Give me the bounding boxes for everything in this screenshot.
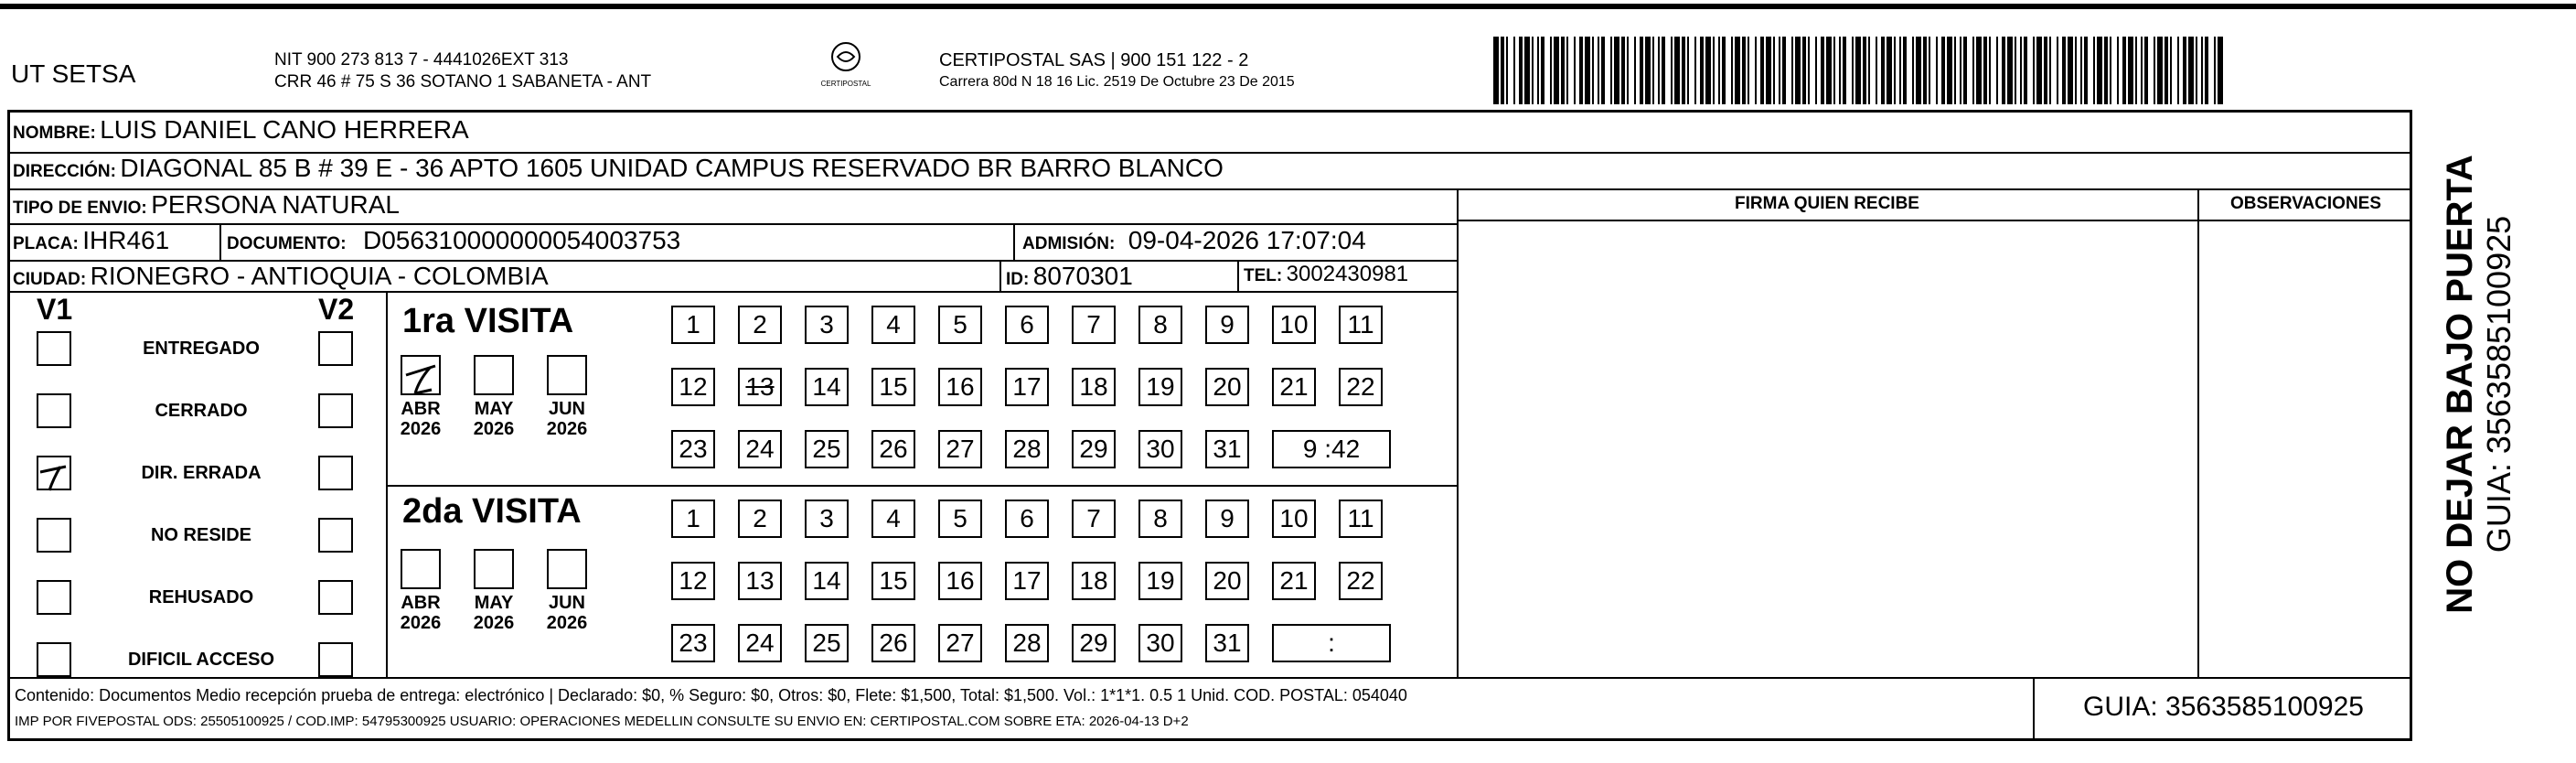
admision-field [1022, 226, 1366, 255]
barcode-bar [1713, 37, 1715, 104]
barcode-bar [2057, 37, 2058, 104]
company-name: UT SETSA [11, 59, 136, 88]
month-checkbox[interactable] [401, 549, 441, 589]
day-box[interactable]: 25 [805, 430, 849, 468]
barcode-bar [1554, 37, 1559, 104]
day-box[interactable]: 29 [1072, 430, 1116, 468]
v1-checkbox[interactable] [37, 331, 71, 366]
side-guia-text: GUIA: 3563585100925 [2480, 215, 2517, 553]
barcode-bar [2205, 37, 2208, 104]
tipo-label: TIPO DE ENVIO: [13, 199, 147, 218]
day-box[interactable]: 11 [1339, 500, 1383, 538]
v1-checkbox[interactable] [37, 518, 71, 553]
barcode-bar [1524, 37, 1530, 104]
barcode-bar [2170, 37, 2172, 104]
barcode-bar [1916, 37, 1921, 104]
field-divider [1237, 262, 1239, 291]
status-label: CERRADO [155, 401, 248, 421]
id-label: ID: [1006, 270, 1030, 289]
placa-field [13, 226, 169, 255]
barcode-bar [1610, 37, 1612, 104]
handwritten-check-icon [402, 357, 443, 397]
day-box[interactable]: 14 [805, 368, 849, 406]
month-label: MAY 2026 [473, 399, 515, 439]
barcode-bar [1899, 37, 1901, 104]
barcode-bar [1537, 37, 1539, 104]
barcode-bar [1566, 37, 1568, 104]
barcode-bar [1634, 37, 1636, 104]
month-label: MAY 2026 [473, 593, 515, 633]
barcode-bar [1640, 37, 1643, 104]
time-box[interactable]: : [1272, 624, 1391, 662]
barcode-bar [2015, 37, 2016, 104]
visit2-title: 2da VISITA [402, 492, 582, 531]
id-value: 8070301 [1032, 262, 1133, 290]
day-box[interactable]: 30 [1138, 624, 1182, 662]
barcode-bar [1976, 37, 1982, 104]
day-box[interactable]: 26 [871, 624, 915, 662]
imp-text: IMP POR FIVEPOSTAL ODS: 25505100925 / COD.IMP: 54795300925 USUARIO: OPERACIONES MEDELLIN CONSULTE SU ENVIO EN: CERTIPOSTAL.COM SOBRE ETA: 2026-04-13 D+2 [15, 714, 1189, 729]
side-notice [2439, 155, 2517, 614]
observations-area[interactable] [2202, 223, 2410, 675]
barcode-bar [1506, 37, 1508, 104]
direccion-value: DIAGONAL 85 B # 39 E - 36 APTO 1605 UNIDAD CAMPUS RESERVADO BR BARRO BLANCO [120, 154, 1224, 182]
barcode-bar [1833, 37, 1835, 104]
barcode-bar [1674, 37, 1680, 104]
barcode-bar [1652, 37, 1654, 104]
barcode-bar [1614, 37, 1619, 104]
tipo-value: PERSONA NATURAL [151, 190, 400, 219]
documento-value: D056310000000054003753 [363, 226, 681, 254]
time-box[interactable]: 9 :42 [1272, 430, 1391, 468]
day-box[interactable]: 4 [871, 500, 915, 538]
barcode-bar [1621, 37, 1625, 104]
barcode-bar [1852, 37, 1854, 104]
barcode-bar [1682, 37, 1685, 104]
barcode-bar [2036, 37, 2042, 104]
day-box[interactable]: 27 [938, 624, 982, 662]
barcode-bar [1760, 37, 1764, 104]
visit1-title: 1ra VISITA [402, 302, 574, 340]
status-label: DIR. ERRADA [141, 463, 262, 483]
barcode-bar [2154, 37, 2155, 104]
day-box[interactable]: 1 [671, 306, 715, 344]
nombre-label: NOMBRE: [13, 124, 96, 143]
tel-label: TEL: [1244, 266, 1283, 285]
barcode-bar [1662, 37, 1665, 104]
barcode-bar [1947, 37, 1952, 104]
row-divider [7, 223, 1457, 225]
barcode-bar [1493, 37, 1499, 104]
documento-field [227, 226, 680, 255]
day-box[interactable]: 20 [1205, 368, 1249, 406]
day-box[interactable]: 7 [1072, 306, 1116, 344]
ciudad-label: CIUDAD: [13, 270, 87, 289]
company-nit-block [274, 49, 651, 93]
day-box[interactable]: 24 [738, 624, 782, 662]
day-box[interactable]: 3 [805, 500, 849, 538]
barcode-bar [2141, 37, 2143, 104]
month-checkbox[interactable] [401, 355, 441, 395]
barcode-bar [2020, 37, 2022, 104]
day-box[interactable]: 29 [1072, 624, 1116, 662]
visit-divider [386, 485, 1457, 487]
field-divider [219, 225, 221, 262]
v2-checkbox[interactable] [318, 393, 353, 428]
day-box[interactable]: 2 [738, 306, 782, 344]
day-box[interactable]: 23 [671, 624, 715, 662]
top-border-line [0, 4, 2576, 9]
month-label: JUN 2026 [546, 399, 588, 439]
day-box[interactable]: 6 [1005, 306, 1049, 344]
day-box[interactable]: 31 [1205, 430, 1249, 468]
barcode-bar [1868, 37, 1870, 104]
day-box[interactable]: 8 [1138, 306, 1182, 344]
barcode-bar [1996, 37, 1998, 104]
day-box[interactable]: 2 [738, 500, 782, 538]
barcode-bar [1718, 37, 1720, 104]
barcode-bar [1881, 37, 1885, 104]
day-box[interactable]: 13 [738, 562, 782, 600]
barcode-bar [1954, 37, 1956, 104]
day-box[interactable]: 1 [671, 500, 715, 538]
day-box[interactable]: 11 [1339, 306, 1383, 344]
barcode-bar [2033, 37, 2035, 104]
day-box[interactable]: 31 [1205, 624, 1249, 662]
barcode-bar [1983, 37, 1987, 104]
certipostal-logo [814, 40, 878, 104]
barcode-bar [1731, 37, 1733, 104]
barcode-bar [1598, 37, 1599, 104]
admision-value: 09-04-2026 17:07:04 [1128, 226, 1366, 254]
barcode-bar [1802, 37, 1806, 104]
day-box[interactable]: 25 [805, 624, 849, 662]
no-dejar-text: NO DEJAR BAJO PUERTA [2440, 155, 2480, 614]
month-label: ABR 2026 [400, 593, 442, 633]
day-box[interactable]: 7 [1072, 500, 1116, 538]
guia-footer: GUIA: 3563585100925 [2083, 692, 2364, 722]
day-box[interactable]: 10 [1272, 500, 1316, 538]
barcode-bar [1941, 37, 1945, 104]
admision-label: ADMISIÓN: [1022, 234, 1116, 253]
address-line: CRR 46 # 75 S 36 SOTANO 1 SABANETA - ANT [274, 72, 652, 91]
status-label: DIFICIL ACCESO [127, 650, 274, 670]
barcode-bar [1755, 37, 1757, 104]
month-checkbox[interactable] [547, 549, 587, 589]
day-box[interactable]: 19 [1138, 562, 1182, 600]
ciudad-value: RIONEGRO - ANTIOQUIA - COLOMBIA [90, 262, 549, 290]
barcode-bar [1687, 37, 1689, 104]
barcode-bar [1501, 37, 1504, 104]
day-box[interactable]: 9 [1205, 500, 1249, 538]
barcode-bar [1782, 37, 1786, 104]
barcode-bar [1929, 37, 1930, 104]
day-box[interactable]: 17 [1005, 562, 1049, 600]
day-box[interactable]: 14 [805, 562, 849, 600]
barcode-bar [2117, 37, 2119, 104]
placa-value: IHR461 [82, 226, 170, 254]
barcode-bar [1876, 37, 1877, 104]
day-box[interactable]: 22 [1339, 368, 1383, 406]
barcode-bar [2196, 37, 2197, 104]
barcode-bar [2188, 37, 2194, 104]
barcode-bar [1963, 37, 1967, 104]
barcode-bar [1766, 37, 1771, 104]
signature-area[interactable] [1463, 223, 2195, 675]
barcode-bar [2007, 37, 2013, 104]
barcode-bar [1742, 37, 1746, 104]
barcode-bar [2128, 37, 2133, 104]
barcode-bar [1574, 37, 1576, 104]
barcode-bar [1843, 37, 1846, 104]
day-box[interactable]: 4 [871, 306, 915, 344]
ciudad-field [13, 262, 549, 291]
barcode-bar [1795, 37, 1801, 104]
certipostal-name: CERTIPOSTAL SAS | 900 151 122 - 2 [939, 50, 1249, 70]
barcode-bar [1989, 37, 1991, 104]
logo-icon [829, 40, 862, 73]
v1-label: V1 [37, 293, 73, 326]
id-field [1006, 262, 1133, 291]
documento-label: DOCUMENTO: [227, 234, 347, 253]
v2-checkbox[interactable] [318, 580, 353, 615]
barcode-bar [2068, 37, 2073, 104]
v2-label: V2 [318, 293, 355, 326]
certipostal-address: Carrera 80d N 18 16 Lic. 2519 De Octubre 23 De 2015 [939, 74, 1295, 90]
barcode-bar [1863, 37, 1866, 104]
barcode-bar [1532, 37, 1534, 104]
barcode-bar [1592, 37, 1594, 104]
day-box[interactable]: 5 [938, 306, 982, 344]
barcode-bar [2062, 37, 2066, 104]
row-divider [7, 291, 1457, 293]
barcode-bar [1513, 37, 1515, 104]
v2-checkbox[interactable] [318, 331, 353, 366]
day-box[interactable]: 28 [1005, 430, 1049, 468]
day-box[interactable]: 28 [1005, 624, 1049, 662]
logo-text: CERTIPOSTAL [820, 80, 871, 88]
barcode-bar [1694, 37, 1696, 104]
barcode-bar [2164, 37, 2168, 104]
day-box[interactable]: 5 [938, 500, 982, 538]
barcode-bar [1550, 37, 1552, 104]
barcode-bar [1561, 37, 1565, 104]
day-box[interactable]: 21 [1272, 562, 1316, 600]
day-box[interactable]: 18 [1072, 562, 1116, 600]
day-box[interactable]: 20 [1205, 562, 1249, 600]
barcode-bar [2044, 37, 2047, 104]
nombre-value: LUIS DANIEL CANO HERRERA [100, 115, 469, 144]
barcode-bar [1627, 37, 1629, 104]
barcode-bar [1826, 37, 1832, 104]
column-divider [2197, 188, 2199, 677]
barcode-bar [1779, 37, 1780, 104]
v1-checkbox[interactable] [37, 580, 71, 615]
barcode-bar [2093, 37, 2095, 104]
barcode-bar [1585, 37, 1590, 104]
column-divider [1457, 188, 1459, 677]
day-box[interactable]: 12 [671, 562, 715, 600]
barcode-bar [1936, 37, 1938, 104]
barcode-bar [1821, 37, 1824, 104]
barcode-bar [2104, 37, 2108, 104]
barcode-bar [2075, 37, 2077, 104]
barcode-bar [1912, 37, 1914, 104]
month-checkbox[interactable] [474, 355, 514, 395]
day-box[interactable]: 30 [1138, 430, 1182, 468]
day-box[interactable]: 23 [671, 430, 715, 468]
v2-checkbox[interactable] [318, 456, 353, 490]
day-box[interactable]: 26 [871, 430, 915, 468]
field-divider [999, 262, 1001, 291]
field-divider [1013, 225, 1015, 262]
barcode-bar [2084, 37, 2088, 104]
barcode-bar [1815, 37, 1817, 104]
nombre-row [13, 115, 469, 145]
barcode-bar [1671, 37, 1673, 104]
barcode-bar [1748, 37, 1749, 104]
barcode-bar [1658, 37, 1660, 104]
day-box[interactable]: 9 [1205, 306, 1249, 344]
month-checkbox[interactable] [474, 549, 514, 589]
row-divider [1457, 220, 2412, 221]
barcode-bar [2110, 37, 2111, 104]
v2-checkbox[interactable] [318, 642, 353, 677]
day-box[interactable]: 3 [805, 306, 849, 344]
nit-line: NIT 900 273 813 7 - 4441026EXT 313 [274, 50, 569, 70]
observaciones-label: OBSERVACIONES [2229, 194, 2382, 213]
barcode-bar [1855, 37, 1861, 104]
barcode-bar [1773, 37, 1775, 104]
tel-value: 3002430981 [1286, 262, 1409, 286]
firma-label: FIRMA QUIEN RECIBE [1735, 194, 1919, 213]
barcode-bar [2183, 37, 2186, 104]
day-box[interactable]: 17 [1005, 368, 1049, 406]
barcode [1493, 37, 2225, 104]
day-box[interactable]: 8 [1138, 500, 1182, 538]
barcode-bar [1960, 37, 1961, 104]
barcode-bar [1894, 37, 1896, 104]
v1-checkbox[interactable] [37, 642, 71, 677]
day-box[interactable]: 22 [1339, 562, 1383, 600]
barcode-bar [1579, 37, 1583, 104]
barcode-bar [2214, 37, 2216, 104]
day-box[interactable]: 27 [938, 430, 982, 468]
barcode-bar [2177, 37, 2179, 104]
month-checkbox[interactable] [547, 355, 587, 395]
day-box[interactable]: 12 [671, 368, 715, 406]
barcode-bar [1791, 37, 1793, 104]
v2-checkbox[interactable] [318, 518, 353, 553]
barcode-bar [2218, 37, 2223, 104]
barcode-bar [2049, 37, 2051, 104]
placa-label: PLACA: [13, 234, 79, 253]
barcode-bar [1923, 37, 1927, 104]
day-box[interactable]: 6 [1005, 500, 1049, 538]
barcode-bar [1887, 37, 1892, 104]
day-box[interactable]: 10 [1272, 306, 1316, 344]
row-divider [7, 677, 2412, 679]
tel-field [1244, 262, 1408, 287]
status-label: REHUSADO [148, 587, 254, 607]
barcode-bar [1839, 37, 1841, 104]
day-box[interactable]: 21 [1272, 368, 1316, 406]
barcode-bar [1735, 37, 1740, 104]
barcode-bar [1808, 37, 1810, 104]
day-box[interactable]: 18 [1072, 368, 1116, 406]
barcode-bar [1601, 37, 1605, 104]
barcode-bar [1903, 37, 1907, 104]
handwritten-check-icon [38, 457, 73, 492]
barcode-bar [1722, 37, 1726, 104]
direccion-row [13, 154, 1224, 183]
barcode-bar [2024, 37, 2027, 104]
barcode-bar [1645, 37, 1651, 104]
day-box[interactable]: 24 [738, 430, 782, 468]
direccion-label: DIRECCIÓN: [13, 162, 116, 181]
barcode-bar [2122, 37, 2126, 104]
day-box[interactable]: 13 [738, 368, 782, 406]
column-divider [386, 291, 388, 677]
barcode-bar [2157, 37, 2163, 104]
barcode-bar [2002, 37, 2005, 104]
month-label: JUN 2026 [546, 593, 588, 633]
barcode-bar [1700, 37, 1704, 104]
contenido-text: Contenido: Documentos Medio recepción prueba de entrega: electrónico | Declarado: $0, % Seguro: $0, Otros: $0, Flete: $1,500, Total: $1,500. Vol.: 1*1*1. 0.5 1 Unid. COD. POSTAL: 054040 [15, 686, 1407, 704]
day-box[interactable]: 15 [871, 368, 915, 406]
certipostal-info [939, 49, 1295, 93]
v1-checkbox[interactable] [37, 456, 71, 490]
day-box[interactable]: 16 [938, 562, 982, 600]
barcode-bar [1705, 37, 1711, 104]
barcode-bar [1972, 37, 1974, 104]
barcode-bar [2135, 37, 2137, 104]
barcode-bar [1541, 37, 1545, 104]
day-box[interactable]: 16 [938, 368, 982, 406]
barcode-bar [2201, 37, 2203, 104]
status-label: ENTREGADO [143, 339, 260, 359]
day-box[interactable]: 15 [871, 562, 915, 600]
v1-checkbox[interactable] [37, 393, 71, 428]
month-label: ABR 2026 [400, 399, 442, 439]
barcode-bar [2080, 37, 2082, 104]
tipo-row [13, 190, 400, 220]
barcode-bar [2144, 37, 2148, 104]
day-box[interactable]: 19 [1138, 368, 1182, 406]
barcode-bar [1519, 37, 1523, 104]
barcode-bar [2097, 37, 2102, 104]
status-label: NO RESIDE [150, 525, 252, 545]
